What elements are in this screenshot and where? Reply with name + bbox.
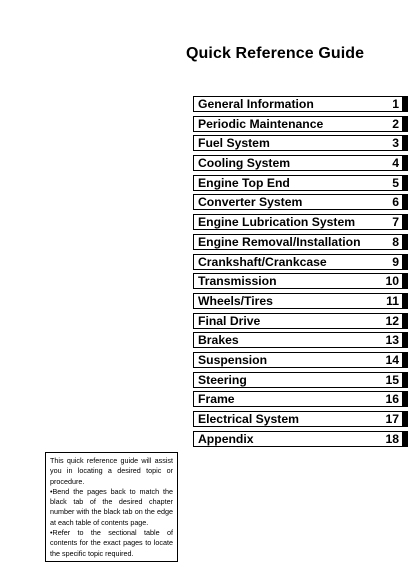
- toc-item-label: Wheels/Tires: [198, 293, 273, 308]
- usage-note-intro: This quick reference guide will assist you in locating a desired topic or procedure.: [50, 456, 173, 486]
- black-tab-marker: [402, 96, 408, 112]
- toc-item-crankshaft-crankcase[interactable]: [193, 254, 408, 270]
- toc-item-converter-system[interactable]: [193, 194, 408, 210]
- toc-item-label: Fuel System: [198, 136, 270, 151]
- black-tab-marker: [402, 234, 408, 250]
- toc-item-number: 11: [386, 293, 399, 308]
- toc-item-number: 17: [385, 412, 399, 426]
- black-tab-marker: [402, 175, 408, 191]
- toc-item-label: Transmission: [198, 274, 277, 289]
- black-tab-marker: [402, 273, 408, 289]
- table-of-contents: [193, 96, 408, 450]
- toc-item-label: Cooling System: [198, 156, 291, 171]
- toc-item-number: 7: [392, 215, 399, 230]
- toc-item-general-information[interactable]: [193, 96, 408, 112]
- usage-note-box: [45, 452, 178, 562]
- toc-item-label: Appendix: [198, 431, 254, 446]
- toc-item-number: 10: [385, 274, 399, 289]
- toc-item-number: 3: [392, 136, 399, 151]
- black-tab-marker: [402, 135, 408, 151]
- toc-item-brakes[interactable]: [193, 332, 408, 348]
- usage-note-bend-pages: •Bend the pages back to match the black tab of the desired chapter number with the black tab on the edge at each table of contents page.: [50, 486, 173, 527]
- toc-item-label: Electrical System: [198, 412, 299, 426]
- toc-item-label: Engine Lubrication System: [198, 215, 356, 230]
- toc-item-appendix[interactable]: [193, 431, 408, 447]
- toc-item-number: 6: [392, 195, 399, 210]
- toc-item-label: Engine Top End: [198, 175, 290, 190]
- toc-item-label: Suspension: [198, 352, 268, 367]
- toc-item-suspension[interactable]: [193, 352, 408, 368]
- toc-item-transmission[interactable]: [193, 273, 408, 289]
- toc-item-number: 14: [385, 352, 399, 367]
- black-tab-marker: [402, 391, 408, 407]
- toc-item-label: Steering: [198, 372, 247, 387]
- toc-item-number: 1: [392, 97, 399, 111]
- toc-item-label: General Information: [198, 97, 314, 111]
- toc-item-wheels-tires[interactable]: [193, 293, 408, 309]
- toc-item-frame[interactable]: [193, 391, 408, 407]
- black-tab-marker: [402, 352, 408, 368]
- toc-item-fuel-system[interactable]: [193, 135, 408, 151]
- toc-item-electrical-system[interactable]: [193, 411, 408, 427]
- toc-item-engine-top-end[interactable]: [193, 175, 408, 191]
- toc-item-number: 12: [385, 313, 399, 328]
- toc-item-final-drive[interactable]: [193, 313, 408, 329]
- black-tab-marker: [402, 254, 408, 270]
- toc-item-number: 8: [392, 234, 399, 249]
- black-tab-marker: [402, 313, 408, 329]
- usage-note-refer-contents: •Refer to the sectional table of contents for the exact pages to locate the specific topic required.: [50, 528, 173, 558]
- toc-item-number: 16: [385, 392, 399, 407]
- toc-item-number: 18: [385, 431, 399, 446]
- black-tab-marker: [402, 293, 408, 309]
- toc-item-label: Frame: [198, 392, 235, 407]
- toc-item-label: Brakes: [198, 333, 239, 348]
- toc-item-label: Crankshaft/Crankcase: [198, 254, 327, 269]
- toc-item-label: Periodic Maintenance: [198, 116, 324, 131]
- black-tab-marker: [402, 155, 408, 171]
- page-title: Quick Reference Guide: [186, 45, 365, 62]
- black-tab-marker: [402, 116, 408, 132]
- toc-item-number: 15: [385, 372, 399, 387]
- black-tab-marker: [402, 194, 408, 210]
- black-tab-marker: [402, 214, 408, 230]
- toc-item-engine-lubrication-system[interactable]: [193, 214, 408, 230]
- toc-item-number: 4: [392, 156, 399, 171]
- black-tab-marker: [402, 332, 408, 348]
- black-tab-marker: [402, 372, 408, 388]
- toc-item-cooling-system[interactable]: [193, 155, 408, 171]
- toc-item-engine-removal-installation[interactable]: [193, 234, 408, 250]
- black-tab-marker: [402, 411, 408, 427]
- toc-item-number: 2: [392, 116, 399, 131]
- toc-item-number: 13: [385, 333, 399, 348]
- toc-item-label: Final Drive: [198, 313, 261, 328]
- toc-item-label: Engine Removal/Installation: [198, 234, 361, 249]
- toc-item-number: 5: [392, 175, 399, 190]
- toc-item-steering[interactable]: [193, 372, 408, 388]
- toc-item-label: Converter System: [198, 195, 303, 210]
- toc-item-number: 9: [392, 254, 399, 269]
- toc-item-periodic-maintenance[interactable]: [193, 116, 408, 132]
- black-tab-marker: [402, 431, 408, 447]
